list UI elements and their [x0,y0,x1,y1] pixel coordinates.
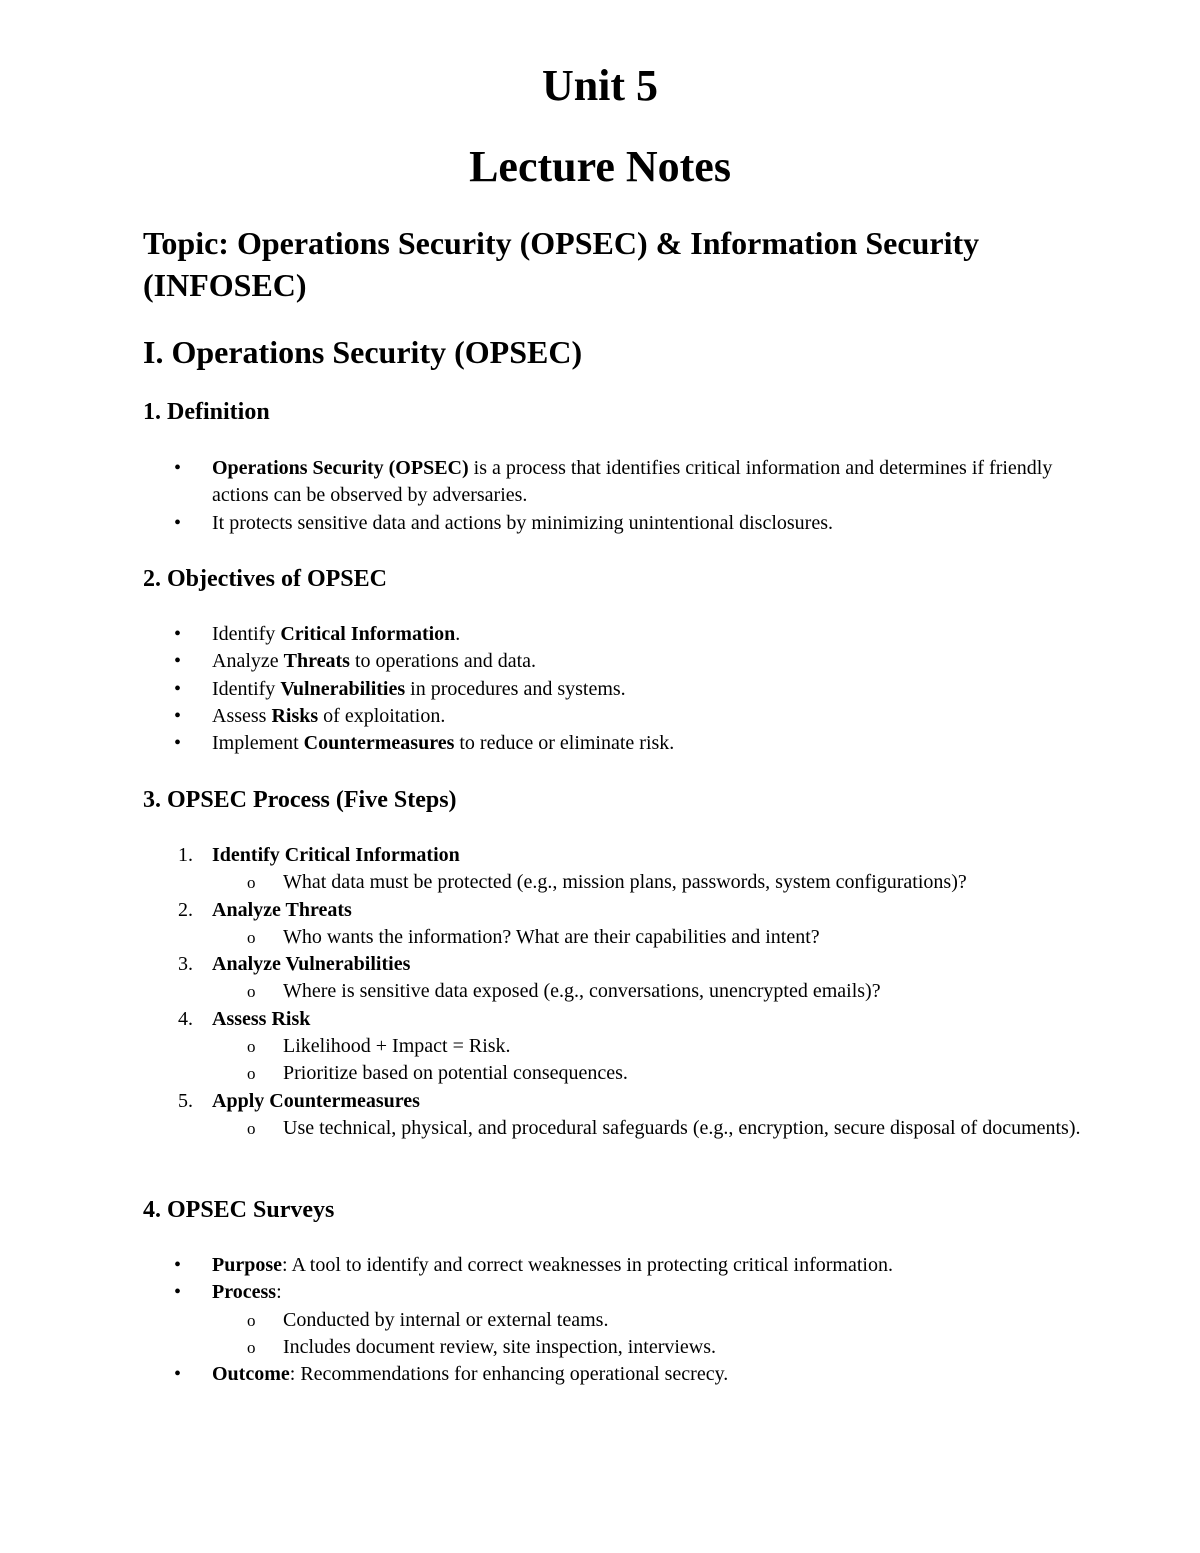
topic-heading: Topic: Operations Security (OPSEC) & Information Security (INFOSEC) [143,225,980,303]
text: . [455,623,461,645]
circle-bullet-icon: o [247,1310,256,1330]
circle-bullet-icon: o [247,1064,256,1084]
step-item [143,842,1113,869]
bullet-icon: • [174,457,182,479]
step-number: 1. [178,844,193,866]
objectives-list [143,621,1113,757]
step-number: 4. [178,1007,193,1030]
unit-title: Unit 5 [541,61,659,110]
term: Risks [271,704,319,727]
step-title: Analyze Threats [212,898,352,921]
step-number: 2. [178,898,193,921]
list-item [143,1279,1113,1306]
text: Use technical, physical, and procedural safeguards (e.g., encryption, secure disposal of documents). [283,1116,1081,1139]
list-item [143,1252,1113,1279]
bullet-icon: • [174,677,182,700]
text: is a process that identifies critical information and determines if friendly actions can be observed by adversaries. [212,457,1053,507]
list-item [143,621,1113,648]
text: Conducted by internal or external teams. [283,1308,609,1331]
term: Outcome [212,1363,290,1386]
text: : A tool to identify and correct weaknesses in protecting critical information. [282,1254,893,1276]
step-title: Analyze Vulnerabilities [212,953,411,976]
step-item [143,897,1113,924]
list-item [143,1361,1113,1388]
step-item [143,1006,1113,1033]
circle-bullet-icon: o [247,1037,256,1057]
term: Threats [283,650,350,673]
term: Countermeasures [303,732,455,755]
step-title: Identify Critical Information [212,844,460,866]
list-item [143,510,1113,537]
text: Likelihood + Impact = Risk. [283,1035,511,1058]
text: Implement [212,732,304,755]
text: Who wants the information? What are their capabilities and intent? [283,925,820,948]
definition-heading: 1. Definition [143,399,270,425]
sub-item [143,869,1113,896]
sub-item [143,1033,1113,1060]
surveys-list [143,1252,1113,1388]
process-list [143,842,1113,1142]
text: of exploitation. [318,704,446,727]
lecture-title: Lecture Notes [469,142,731,191]
circle-bullet-icon: o [247,1118,256,1138]
sub-item [143,1307,1113,1334]
process-heading: 3. OPSEC Process (Five Steps) [143,787,457,813]
circle-bullet-icon: o [247,873,256,893]
sub-item [143,924,1113,951]
text: to reduce or eliminate risk. [454,732,675,755]
list-item [143,648,1113,675]
text: Prioritize based on potential consequences. [283,1062,628,1085]
circle-bullet-icon: o [247,927,256,947]
bullet-icon: • [174,704,182,727]
step-title: Assess Risk [212,1007,311,1030]
definition-list [143,455,1113,537]
text: Identify [212,623,281,645]
circle-bullet-icon: o [247,982,256,1002]
bullet-icon: • [174,1254,182,1276]
text: : Recommendations for enhancing operational secrecy. [289,1363,729,1386]
bullet-icon: • [174,511,182,534]
section-title-opsec: I. Operations Security (OPSEC) [143,334,583,370]
sub-item [143,1334,1113,1361]
list-item [143,730,1113,757]
term: Vulnerabilities [280,677,406,700]
text: Includes document review, site inspection, interviews. [283,1335,717,1358]
term: Critical Information [280,623,456,645]
term: Process [212,1281,277,1304]
list-item [143,455,1113,510]
bullet-icon: • [174,1363,182,1386]
surveys-heading: 4. OPSEC Surveys [143,1197,335,1223]
bullet-icon: • [174,650,182,673]
text: Assess [212,704,272,727]
step-item [143,1088,1113,1115]
text: Identify [212,677,281,700]
list-item [143,703,1113,730]
text: in procedures and systems. [405,677,626,700]
step-number: 5. [178,1089,193,1112]
bullet-icon: • [174,732,182,755]
sub-item [143,1060,1113,1087]
text: Analyze [212,650,284,673]
step-title: Apply Countermeasures [212,1089,420,1112]
text: What data must be protected (e.g., mission plans, passwords, system configurations)? [283,871,967,894]
text: Where is sensitive data exposed (e.g., conversations, unencrypted emails)? [283,980,881,1003]
list-item [143,676,1113,703]
bullet-icon: • [174,1281,182,1304]
term: Operations Security (OPSEC) [212,457,469,479]
step-number: 3. [178,953,193,976]
sub-item [143,1115,1113,1142]
sub-item [143,978,1113,1005]
circle-bullet-icon: o [247,1337,256,1357]
step-item [143,951,1113,978]
term: Purpose [212,1254,282,1276]
bullet-icon: • [174,623,182,645]
text: to operations and data. [349,650,537,673]
objectives-heading: 2. Objectives of OPSEC [143,566,387,592]
text: It protects sensitive data and actions by minimizing unintentional disclosures. [212,511,833,534]
text: : [276,1281,282,1304]
